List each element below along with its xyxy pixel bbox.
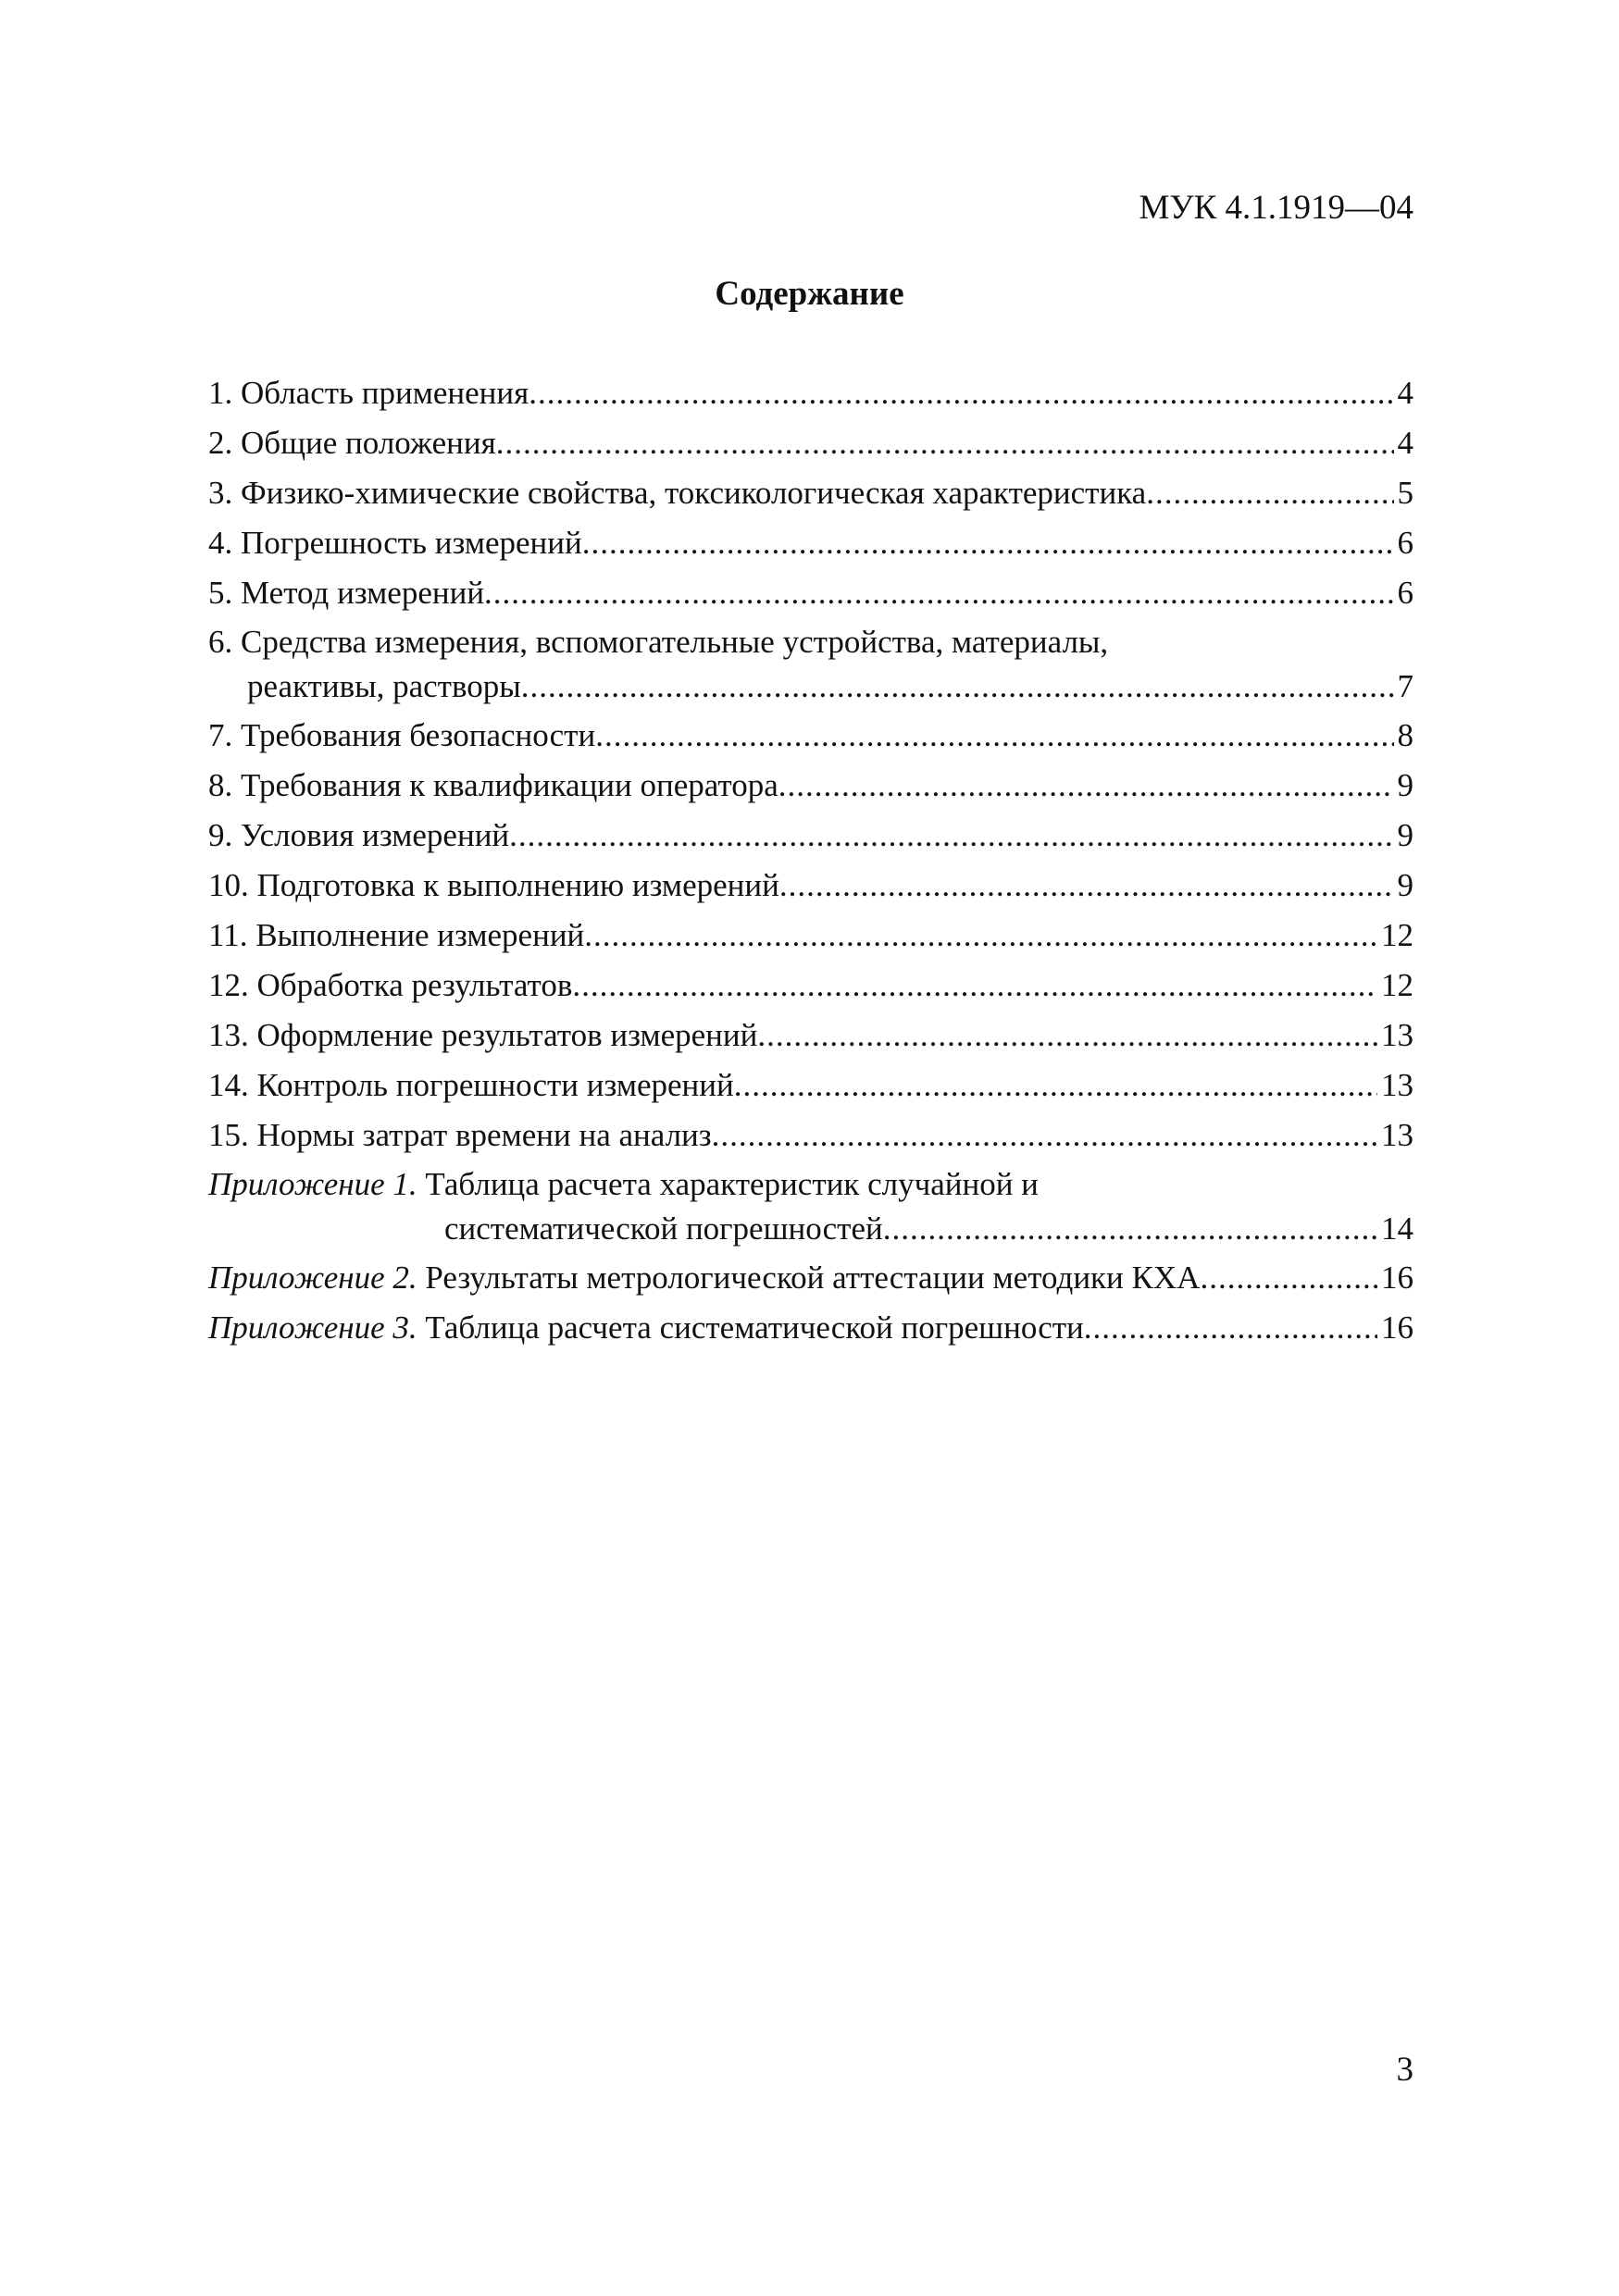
- toc-leader: [529, 370, 1393, 416]
- toc-entry-label: 8. Требования к квалификации оператора: [208, 767, 778, 803]
- appendix-label-line1: Таблица расчета характеристик случайной и: [417, 1166, 1039, 1202]
- toc-leader: [1146, 470, 1393, 516]
- appendix-label: Результаты метрологической аттестации методики КХА: [417, 1260, 1201, 1296]
- toc-entry-11[interactable]: [208, 912, 1414, 959]
- toc-leader: [778, 763, 1394, 809]
- toc-page-number: 16: [1381, 1260, 1414, 1296]
- appendix-prefix: Приложение 1.: [208, 1166, 417, 1202]
- toc-page-number: 14: [1381, 1210, 1414, 1247]
- toc-page-number: 12: [1381, 967, 1414, 1003]
- toc-appendix-1[interactable]: [208, 1162, 1414, 1251]
- toc-entry-label: 2. Общие положения: [208, 425, 496, 461]
- toc-leader: [712, 1112, 1377, 1159]
- toc-entry-label: 4. Погрешность измерений: [208, 525, 582, 561]
- toc-entry-label: 7. Требования безопасности: [208, 717, 596, 753]
- toc-entry-label: 1. Область применения: [208, 375, 529, 411]
- toc-page-number: 12: [1381, 917, 1414, 953]
- appendix-prefix: Приложение 2.: [208, 1260, 417, 1296]
- appendix-label: Таблица расчета систематической погрешности: [417, 1309, 1084, 1346]
- toc-entry-2[interactable]: [208, 420, 1414, 466]
- toc-page-number: 13: [1381, 1117, 1414, 1153]
- toc-page-number: 16: [1381, 1309, 1414, 1346]
- toc-appendix-2[interactable]: [208, 1255, 1414, 1301]
- toc-page-number: 13: [1381, 1017, 1414, 1053]
- toc-page-number: 5: [1397, 475, 1414, 511]
- toc-leader: [496, 420, 1394, 466]
- toc-entry-5[interactable]: [208, 570, 1414, 616]
- toc-entry-label-line1: 6. Средства измерения, вспомогательные устройства, материалы,: [208, 624, 1109, 660]
- toc-entry-label-line2: реактивы, растворы: [247, 668, 521, 704]
- toc-leader: [1200, 1255, 1377, 1301]
- toc-page-number: 7: [1397, 668, 1414, 704]
- toc-entry-label: 10. Подготовка к выполнению измерений: [208, 867, 779, 903]
- toc-page-number: 9: [1397, 767, 1414, 803]
- appendix-label-line2: систематической погрешностей: [444, 1210, 883, 1247]
- toc-leader: [584, 912, 1377, 959]
- toc-entry-13[interactable]: [208, 1012, 1414, 1059]
- toc-page-number: 6: [1397, 525, 1414, 561]
- toc-entry-label: 14. Контроль погрешности измерений: [208, 1067, 734, 1103]
- appendix-prefix: Приложение 3.: [208, 1309, 417, 1346]
- toc-entry-10[interactable]: [208, 863, 1414, 909]
- toc-page-number: 4: [1397, 375, 1414, 411]
- toc-title: Содержание: [715, 275, 904, 313]
- document-code: МУК 4.1.1919—04: [1139, 189, 1414, 227]
- toc-page-number: 4: [1397, 425, 1414, 461]
- toc-page-number: 9: [1397, 867, 1414, 903]
- toc-leader: [484, 570, 1393, 616]
- toc-leader: [521, 664, 1394, 709]
- toc-entry-6[interactable]: [208, 620, 1414, 709]
- toc-entry-label: 11. Выполнение измерений: [208, 917, 585, 953]
- toc-entry-7[interactable]: [208, 713, 1414, 759]
- toc-entry-label: 5. Метод измерений: [208, 575, 485, 611]
- toc-entry-label: 12. Обработка результатов: [208, 967, 573, 1003]
- toc-entry-15[interactable]: [208, 1112, 1414, 1159]
- toc-entry-label: 3. Физико-химические свойства, токсикологическая характеристика: [208, 475, 1147, 511]
- toc-entry-8[interactable]: [208, 763, 1414, 809]
- toc-entry-4[interactable]: [208, 520, 1414, 566]
- toc-entry-14[interactable]: [208, 1062, 1414, 1109]
- toc-entry-label: 13. Оформление результатов измерений: [208, 1017, 758, 1053]
- table-of-contents: [208, 370, 1414, 1355]
- toc-entry-label: 15. Нормы затрат времени на анализ: [208, 1117, 712, 1153]
- toc-entry-9[interactable]: [208, 813, 1414, 859]
- toc-leader: [582, 520, 1394, 566]
- toc-entry-label: 9. Условия измерений: [208, 817, 510, 853]
- toc-leader: [572, 962, 1377, 1009]
- toc-leader: [734, 1062, 1377, 1109]
- page-number: 3: [1396, 2051, 1414, 2089]
- toc-page-number: 6: [1397, 575, 1414, 611]
- toc-appendix-3[interactable]: [208, 1305, 1414, 1351]
- toc-entry-1[interactable]: [208, 370, 1414, 416]
- toc-leader: [1084, 1305, 1377, 1351]
- toc-page-number: 9: [1397, 817, 1414, 853]
- toc-leader: [757, 1012, 1377, 1059]
- toc-page-number: 13: [1381, 1067, 1414, 1103]
- toc-leader: [883, 1207, 1377, 1251]
- toc-leader: [779, 863, 1394, 909]
- toc-leader: [595, 713, 1393, 759]
- toc-entry-3[interactable]: [208, 470, 1414, 516]
- toc-leader: [509, 813, 1393, 859]
- toc-entry-12[interactable]: [208, 962, 1414, 1009]
- toc-page-number: 8: [1397, 717, 1414, 753]
